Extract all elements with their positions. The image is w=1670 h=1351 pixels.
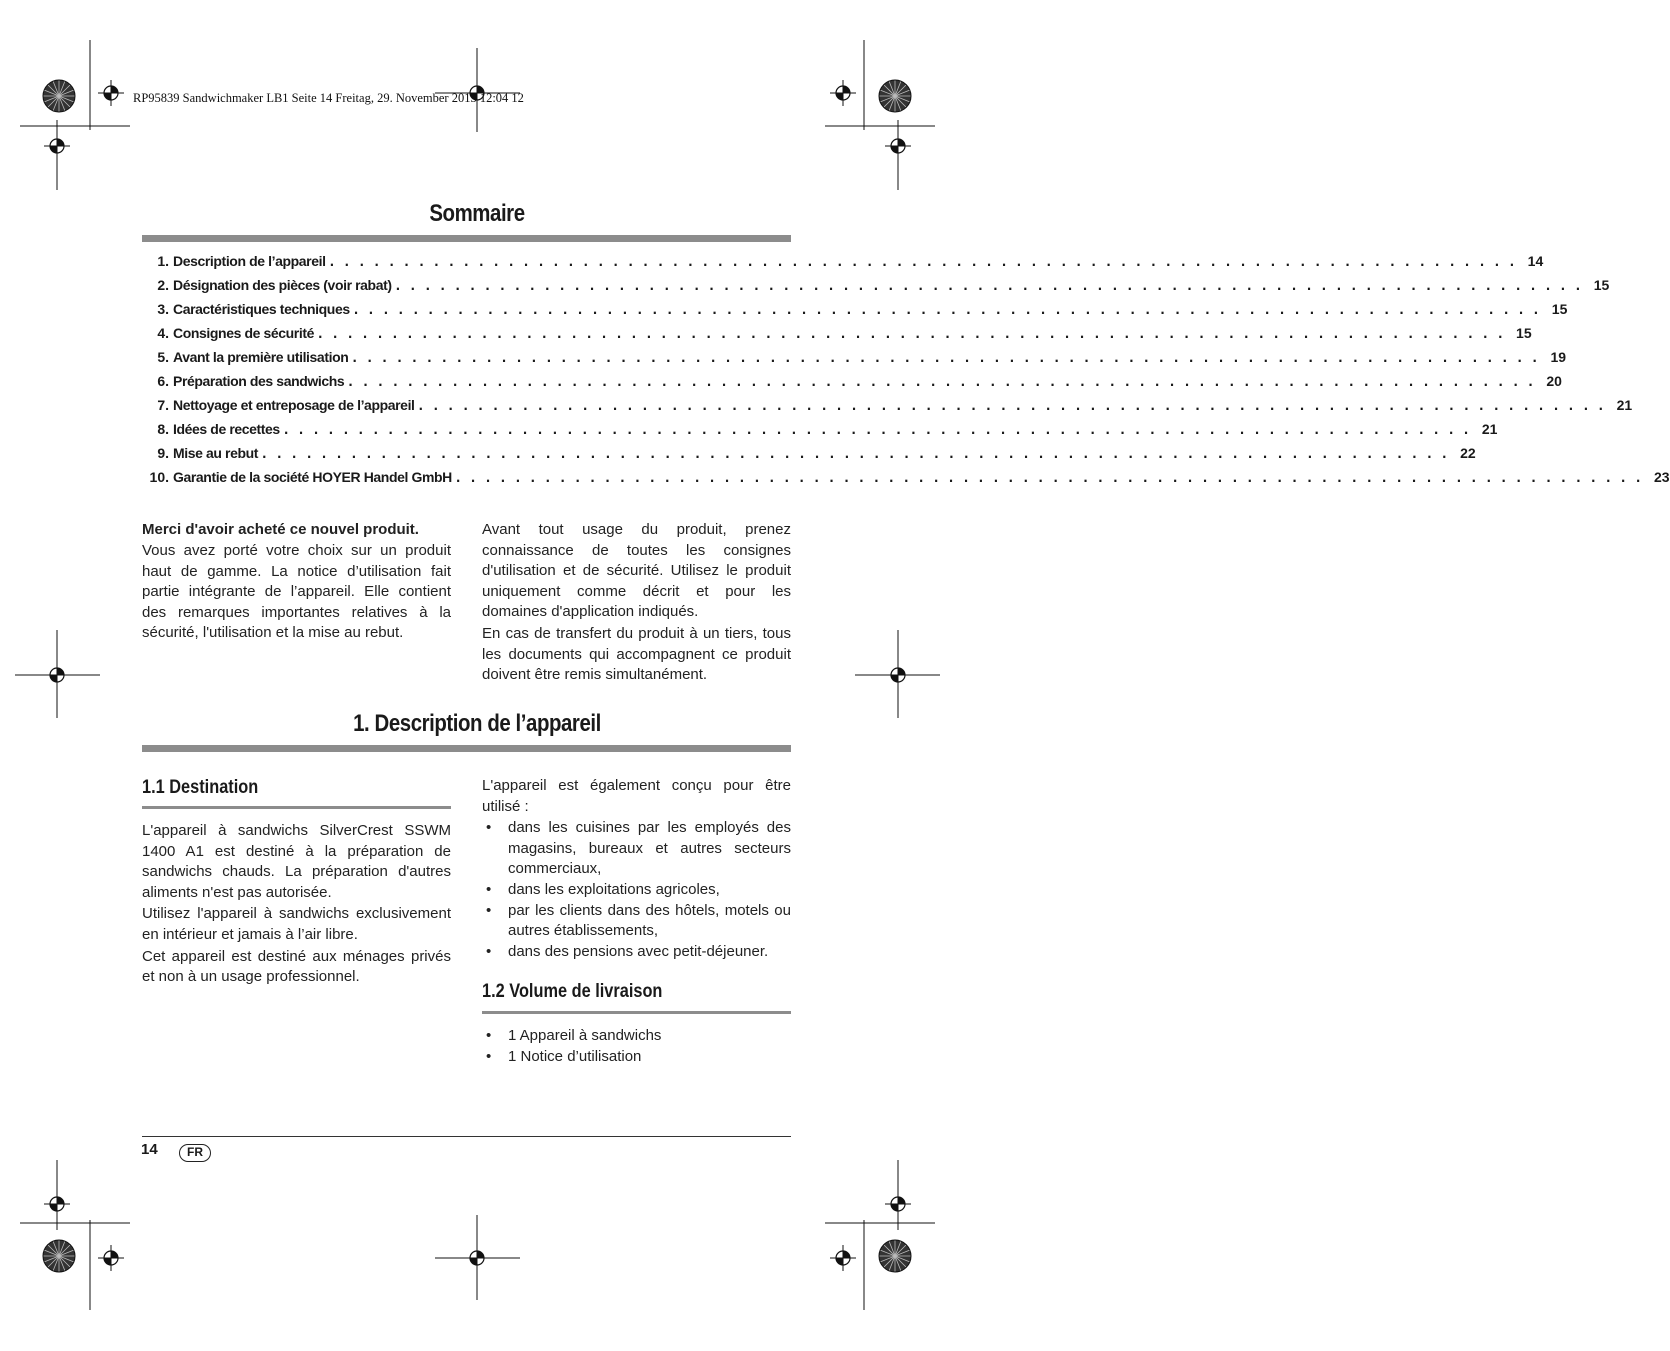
toc-page: 19 bbox=[1550, 349, 1567, 365]
toc-title: Préparation des sandwichs bbox=[173, 373, 345, 389]
intro-right-column bbox=[482, 520, 791, 687]
toc-number: 1. bbox=[157, 253, 169, 269]
sommaire-title: Sommaire bbox=[429, 200, 525, 227]
toc-entry bbox=[142, 397, 1633, 421]
section1-title: 1. Description de l’appareil bbox=[353, 710, 601, 737]
usage-list bbox=[482, 818, 791, 962]
intro-right-p1: Avant tout usage du produit, prenez connaissance de toutes les consignes d'utilisation et de sécurité. Utilisez le produit uniquement comme décrit et pour les domaines d'application indiqués. bbox=[482, 521, 791, 621]
toc-leader-dots: . . . . . . . . . . . . . . . . . . . . . . . . . . . . . . . . . . . . . . . . . . . . . . . . . . . . . . . . . . . . . . . . . . . . . . . . . . . . . . . . bbox=[352, 351, 1541, 365]
toc-title: Avant la première utilisation bbox=[173, 349, 349, 365]
section1-rule bbox=[142, 745, 791, 752]
intro-title: Merci d'avoir acheté ce nouvel produit. bbox=[142, 521, 419, 538]
sommaire-rule bbox=[142, 235, 791, 242]
toc-leader-dots: . . . . . . . . . . . . . . . . . . . . . . . . . . . . . . . . . . . . . . . . . . . . . . . . . . . . . . . . . . . . . . . . . . . . . . . . . . . . . . . . bbox=[353, 303, 1542, 317]
toc-page: 21 bbox=[1616, 397, 1633, 413]
toc-entry bbox=[142, 445, 1476, 469]
toc-title: Caractéristiques techniques bbox=[173, 301, 350, 317]
print-header: RP95839 Sandwichmaker LB1 Seite 14 Freitag, 29. November 2013 12:04 12 bbox=[133, 91, 524, 105]
toc-title: Garantie de la société HOYER Handel GmbH bbox=[173, 469, 452, 485]
toc-title: Idées de recettes bbox=[173, 421, 280, 437]
toc-page: 14 bbox=[1527, 253, 1544, 269]
livraison-heading: 1.2 Volume de livraison bbox=[482, 981, 663, 1002]
toc-number: 2. bbox=[157, 277, 169, 293]
toc-number: 9. bbox=[157, 445, 169, 461]
toc-leader-dots: . . . . . . . . . . . . . . . . . . . . . . . . . . . . . . . . . . . . . . . . . . . . . . . . . . . . . . . . . . . . . . . . . . . . . . . . . . . . . . . . bbox=[418, 399, 1607, 413]
livraison-rule bbox=[482, 1011, 791, 1014]
toc-page: 20 bbox=[1546, 373, 1562, 389]
toc-page: 23 bbox=[1653, 469, 1670, 485]
toc-entry bbox=[142, 277, 1610, 301]
toc-entry bbox=[142, 421, 1498, 445]
list-item: • dans les cuisines par les employés des magasins, bureaux et autres secteurs commerciaux, bbox=[486, 819, 791, 878]
toc-page: 22 bbox=[1460, 445, 1476, 461]
toc-title: Désignation des pièces (voir rabat) bbox=[173, 277, 392, 293]
toc-number: 4. bbox=[157, 325, 169, 341]
livraison-list bbox=[482, 1026, 791, 1067]
list-item: • 1 Notice d’utilisation bbox=[486, 1047, 642, 1065]
toc-number: 10. bbox=[149, 469, 169, 485]
destination-p1: L'appareil à sandwichs SilverCrest SSWM 1400 A1 est destiné à la préparation de sandwichs chauds. La préparation d'autres aliments n'est pas autorisée. bbox=[142, 822, 451, 901]
toc-page: 15 bbox=[1551, 301, 1568, 317]
intro-left-column bbox=[142, 520, 451, 645]
toc-leader-dots: . . . . . . . . . . . . . . . . . . . . . . . . . . . . . . . . . . . . . . . . . . . . . . . . . . . . . . . . . . . . . . . . . . . . . . . . . . . . . . . . bbox=[455, 471, 1644, 485]
toc-number: 3. bbox=[157, 301, 169, 317]
intro-right-p2: En cas de transfert du produit à un tiers, tous les documents qui accompagnent ce produit doivent être remis simultanément. bbox=[482, 624, 791, 684]
destination-column bbox=[142, 821, 451, 989]
destination-p3: Cet appareil est destiné aux ménages privés et non à un usage professionnel. bbox=[142, 947, 451, 986]
toc-leader-dots: . . . . . . . . . . . . . . . . . . . . . . . . . . . . . . . . . . . . . . . . . . . . . . . . . . . . . . . . . . . . . . . . . . . . . . . . . . . . . . . . bbox=[395, 279, 1584, 293]
toc-entry bbox=[142, 469, 1670, 493]
toc-page: 15 bbox=[1516, 325, 1532, 341]
usage-column bbox=[482, 776, 791, 962]
usage-intro: L'appareil est également conçu pour être utilisé : bbox=[482, 777, 791, 815]
toc-title: Description de l’appareil bbox=[173, 253, 326, 269]
toc-number: 5. bbox=[157, 349, 169, 365]
table-of-contents bbox=[142, 253, 1670, 493]
destination-p2: Utilisez l'appareil à sandwichs exclusivement en intérieur et jamais à l’air libre. bbox=[142, 905, 451, 943]
toc-title: Consignes de sécurité bbox=[173, 325, 314, 341]
toc-page: 15 bbox=[1593, 277, 1610, 293]
toc-number: 6. bbox=[157, 373, 169, 389]
toc-entry bbox=[142, 301, 1568, 325]
toc-page: 21 bbox=[1481, 421, 1498, 437]
toc-leader-dots: . . . . . . . . . . . . . . . . . . . . . . . . . . . . . . . . . . . . . . . . . . . . . . . . . . . . . . . . . . . . . . . . . . . . . . . . . . . . . . . . bbox=[329, 255, 1518, 269]
livraison-column bbox=[482, 1026, 791, 1067]
list-item: • 1 Appareil à sandwichs bbox=[486, 1027, 662, 1044]
toc-leader-dots: . . . . . . . . . . . . . . . . . . . . . . . . . . . . . . . . . . . . . . . . . . . . . . . . . . . . . . . . . . . . . . . . . . . . . . . . . . . . . . . . bbox=[262, 447, 1450, 461]
toc-title: Mise au rebut bbox=[173, 445, 259, 461]
toc-number: 8. bbox=[157, 421, 169, 437]
toc-entry bbox=[142, 253, 1544, 277]
footer-rule bbox=[142, 1136, 791, 1137]
list-item: • dans les exploitations agricoles, bbox=[486, 880, 720, 898]
toc-number: 7. bbox=[157, 397, 169, 413]
list-item: • dans des pensions avec petit-déjeuner. bbox=[486, 942, 769, 960]
toc-entry bbox=[142, 373, 1562, 397]
destination-heading: 1.1 Destination bbox=[142, 777, 259, 798]
toc-leader-dots: . . . . . . . . . . . . . . . . . . . . . . . . . . . . . . . . . . . . . . . . . . . . . . . . . . . . . . . . . . . . . . . . . . . . . . . . . . . . . . . . bbox=[348, 375, 1536, 389]
toc-entry bbox=[142, 325, 1532, 349]
language-badge: FR bbox=[179, 1144, 211, 1162]
toc-leader-dots: . . . . . . . . . . . . . . . . . . . . . . . . . . . . . . . . . . . . . . . . . . . . . . . . . . . . . . . . . . . . . . . . . . . . . . . . . . . . . . . . bbox=[317, 327, 1506, 341]
list-item: • par les clients dans des hôtels, motels ou autres établissements, bbox=[486, 901, 791, 940]
toc-entry bbox=[142, 349, 1567, 373]
toc-leader-dots: . . . . . . . . . . . . . . . . . . . . . . . . . . . . . . . . . . . . . . . . . . . . . . . . . . . . . . . . . . . . . . . . . . . . . . . . . . . . . . . . bbox=[283, 423, 1472, 437]
toc-title: Nettoyage et entreposage de l’appareil bbox=[173, 397, 415, 413]
destination-rule bbox=[142, 806, 451, 809]
page-number: 14 bbox=[141, 1141, 158, 1158]
intro-left-text: Vous avez porté votre choix sur un produit haut de gamme. La notice d’utilisation fait partie intégrante de l’appareil. Elle contient des remarques importantes relatives à la sécurité, l'utilisation et la mise au rebut. bbox=[142, 542, 451, 642]
